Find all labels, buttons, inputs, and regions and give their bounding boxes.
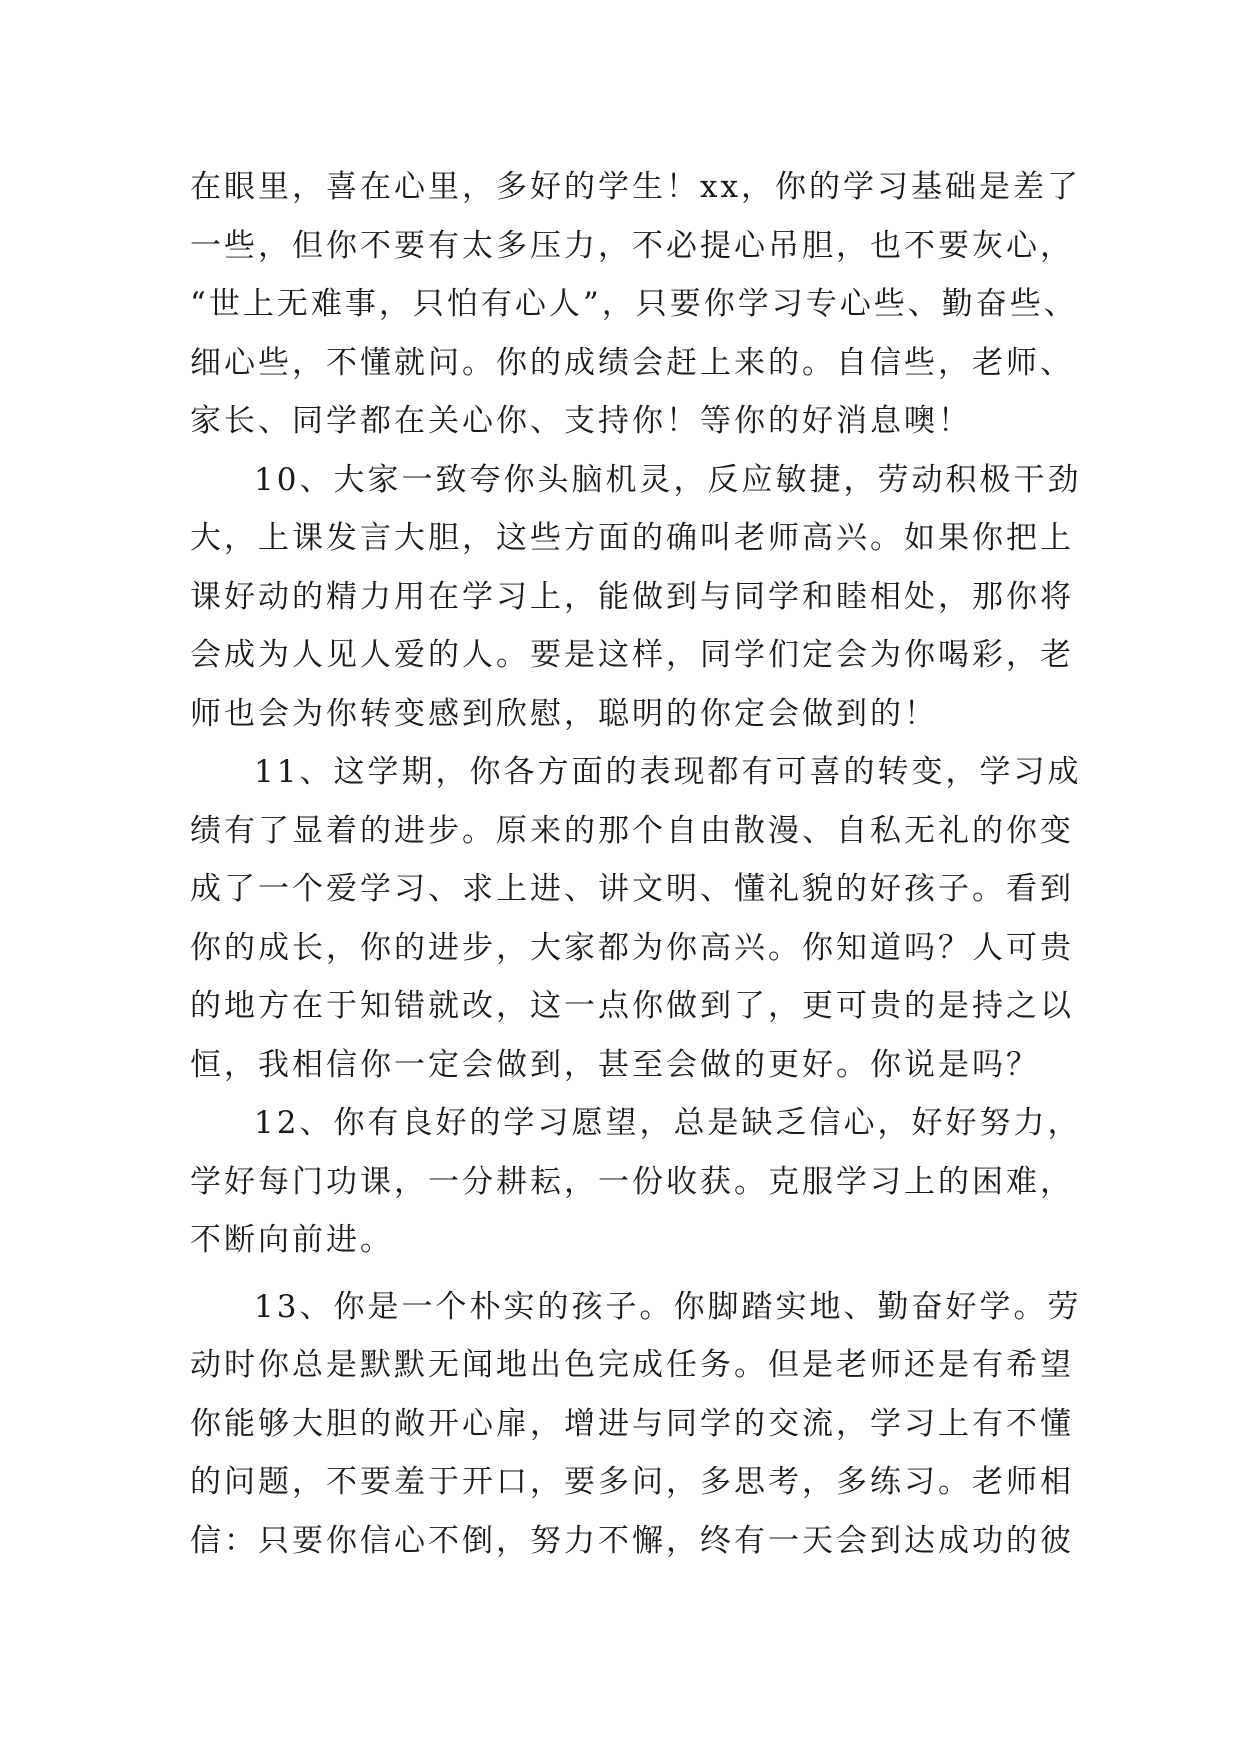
text-line: 大，上课发言大胆，这些方面的确叫老师高兴。如果你把上 [190, 520, 1074, 556]
text-line: 的地方在于知错就改，这一点你做到了，更可贵的是持之以 [190, 988, 1074, 1024]
text-line: 课好动的精力用在学习上，能做到与同学和睦相处，那你将 [190, 578, 1074, 615]
text-line: 你的成长，你的进步，大家都为你高兴。你知道吗？人可贵 [190, 929, 1074, 966]
text-line: 恒，我相信你一定会做到，甚至会做的更好。你说是吗？ [190, 1046, 1040, 1083]
text-line: “世上无难事，只怕有心人”，只要你学习专心些、勤奋些、 [190, 286, 1078, 322]
text-line: 绩有了显着的进步。原来的那个自由散漫、自私无礼的你变 [190, 812, 1074, 849]
text-line: 信：只要你信心不倒，努力不懈，终有一天会到达成功的彼 [190, 1522, 1074, 1559]
text-line: 师也会为你转变感到欣慰，聪明的你定会做到的！ [190, 695, 938, 732]
text-line: 会成为人见人爱的人。要是这样，同学们定会为你喝彩，老 [190, 637, 1074, 673]
text-line: 细心些，不懂就问。你的成绩会赶上来的。自信些，老师、 [190, 344, 1074, 381]
paragraph-13-start: 13、你是一个朴实的孩子。你脚踏实地、勤奋好学。劳 [254, 1288, 1082, 1325]
text-line: 在眼里，喜在心里，多好的学生！xx，你的学习基础是差了 [190, 169, 1081, 205]
paragraph-10-start: 10、大家一致夸你头脑机灵，反应敏捷，劳动积极干劲 [254, 461, 1082, 498]
paragraph-11-start: 11、这学期，你各方面的表现都有可喜的转变，学习成 [254, 754, 1082, 790]
text-line: 动时你总是默默无闻地出色完成任务。但是老师还是有希望 [190, 1347, 1074, 1383]
text-line: 的问题，不要羞于开口，要多问，多思考，多练习。老师相 [190, 1464, 1074, 1500]
text-line: 家长、同学都在关心你、支持你！等你的好消息噢！ [190, 403, 972, 439]
text-line: 你能够大胆的敞开心扉，增进与同学的交流，学习上有不懂 [190, 1405, 1074, 1442]
paragraph-12-start: 12、你有良好的学习愿望，总是缺乏信心，好好努力， [254, 1105, 1082, 1141]
text-line: 学好每门功课，一分耕耘，一份收获。克服学习上的困难， [190, 1163, 1074, 1200]
document-body [190, 158, 1082, 1570]
text-line: 不断向前进。 [190, 1222, 394, 1258]
text-line: 成了一个爱学习、求上进、讲文明、懂礼貌的好孩子。看到 [190, 871, 1074, 907]
text-line: 一些，但你不要有太多压力，不必提心吊胆，也不要灰心， [190, 227, 1074, 264]
